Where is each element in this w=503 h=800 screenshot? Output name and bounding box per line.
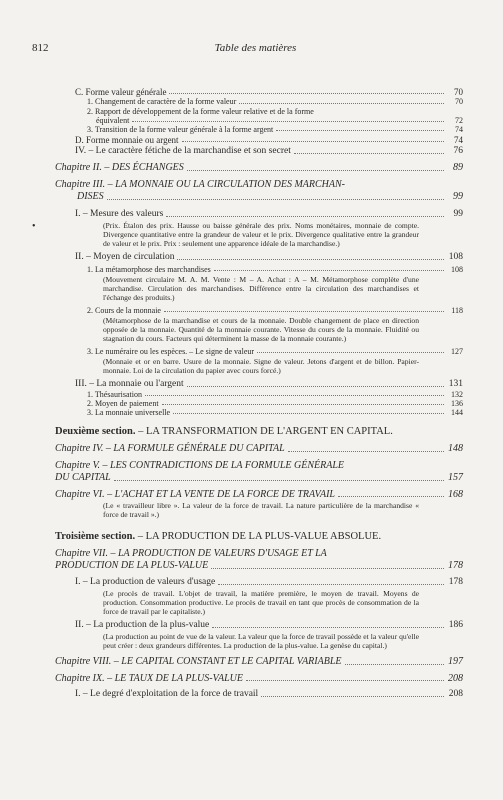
entry-description: (Monnaie et or en barre. Usure de la monnaie. Signe de valeur. Jetons d'argent et de billon. Papier-monnaie. Loi de la circulation du papier avec cours forcé.) (103, 356, 419, 375)
toc-chapter[interactable]: Chapitre VIII. – LE CAPITAL CONSTANT ET LE CAPITAL VARIABLE 197 (55, 656, 463, 667)
toc-entry[interactable]: 1. Thésaurisation 132 (87, 389, 463, 399)
toc-entry[interactable]: I. – Mesure des valeurs 99 (75, 208, 463, 219)
entry-description: (Métamorphose de la marchandise et cours de la monnaie. Double changement de place en direction opposée de la monnaie. Quantité de la monnaie courante. Vitesse du cours de la monnaie. Fluidité ou stagnation du cours. Facteurs qui déterminent la masse de la monnaie courante.) (103, 315, 419, 343)
entry-description: (Prix. Étalon des prix. Hausse ou baisse générale des prix. Noms monétaires, monnaie de compte. Divergence quantitative entre la grandeur de valeur et le prix. Divergence qualitative entre la grandeur de valeur et le prix. Prix : seulement une apparence idéale de la marchandise.) (103, 220, 419, 248)
margin-bullet: • (32, 221, 36, 232)
section-heading: Troisième section. – LA PRODUCTION DE LA PLUS-VALUE ABSOLUE. (55, 531, 382, 543)
running-title: Table des matières (214, 42, 297, 54)
toc-chapter[interactable]: DU CAPITAL 157 (55, 471, 463, 483)
toc-entry[interactable]: II. – Moyen de circulation 108 (75, 251, 463, 262)
toc-entry[interactable]: I. – Le degré d'exploitation de la force de travail 208 (75, 689, 463, 699)
toc-entry[interactable]: 2. Cours de la monnaie 118 (87, 305, 463, 315)
toc-entry[interactable]: 1. Changement de caractère de la forme valeur 70 (87, 97, 463, 107)
entry-description: (Mouvement circulaire M. A. M. Vente : M – A. Achat : A – M. Métamorphose complète d'une marchandise. Circulation des marchandises. Différence entre la circulation des marchandises et l'échange des produits.) (103, 274, 419, 302)
section-heading: Deuxième section. – LA TRANSFORMATION DE L'ARGENT EN CAPITAL. (55, 426, 393, 438)
toc-chapter[interactable]: Chapitre IX. – LE TAUX DE LA PLUS-VALUE 208 (55, 672, 463, 684)
toc-entry[interactable]: 2. Moyen de paiement 136 (87, 398, 463, 408)
toc-entry[interactable]: équivalent 72 (96, 115, 463, 125)
toc-chapter-line1: Chapitre III. – LA MONNAIE OU LA CIRCULATION DES MARCHAN- (55, 178, 345, 190)
toc-entry[interactable]: 1. La métamorphose des marchandises 108 (87, 264, 463, 274)
toc-entry[interactable]: 3. La monnaie universelle 144 (87, 408, 463, 418)
entry-description: (Le « travailleur libre ». La valeur de la force de travail. La nature particulière de la marchandise « force de travail ».) (103, 501, 419, 520)
toc-entry[interactable]: 3. Transition de la forme valeur générale à la forme argent 74 (87, 124, 463, 134)
toc-chapter-line1: Chapitre V. – LES CONTRADICTIONS DE LA FORMULE GÉNÉRALE (55, 459, 344, 471)
page-header (32, 42, 479, 56)
toc-entry[interactable]: II. – La production de la plus-value 186 (75, 620, 463, 631)
toc-entry[interactable]: III. – La monnaie ou l'argent 131 (75, 378, 463, 389)
toc-chapter[interactable]: Chapitre II. – DES ÉCHANGES 89 (55, 162, 463, 174)
toc-entry[interactable]: I. – La production de valeurs d'usage 178 (75, 577, 463, 588)
toc-entry[interactable]: IV. – Le caractère fétiche de la marchandise et son secret 76 (75, 146, 463, 157)
toc-chapter-line1: Chapitre VII. – LA PRODUCTION DE VALEURS D'USAGE ET LA (55, 548, 327, 560)
toc-chapter[interactable]: Chapitre VI. – L'ACHAT ET LA VENTE DE LA FORCE DE TRAVAIL 168 (55, 488, 463, 500)
entry-description: (Le procès de travail. L'objet de travail, la matière première, le moyen de travail. Moyens de production. Consommation productive. Le procès de travail en tant que procès de consommation de la force de travail par le capitaliste.) (103, 589, 419, 617)
table-of-contents (55, 86, 463, 700)
page-number: 812 (32, 42, 49, 54)
toc-entry[interactable]: C. Forme valeur générale 70 (75, 87, 463, 97)
toc-entry[interactable]: 3. Le numéraire ou les espèces. – Le signe de valeur 127 (87, 346, 463, 356)
toc-chapter[interactable]: DISES 99 (77, 190, 463, 202)
toc-entry-line1: 2. Rapport de développement de la forme valeur relative et de la forme (87, 106, 314, 116)
toc-chapter[interactable]: PRODUCTION DE LA PLUS-VALUE 178 (55, 560, 463, 572)
toc-entry[interactable]: D. Forme monnaie ou argent 74 (75, 135, 463, 146)
entry-description: (La production au point de vue de la valeur. La valeur que la force de travail possède et la valeur qu'elle peut créer : deux grandeurs différentes. La production de la plus-value. La genèse du capital.) (103, 632, 419, 651)
toc-chapter[interactable]: Chapitre IV. – LA FORMULE GÉNÉRALE DU CAPITAL 148 (55, 443, 463, 455)
